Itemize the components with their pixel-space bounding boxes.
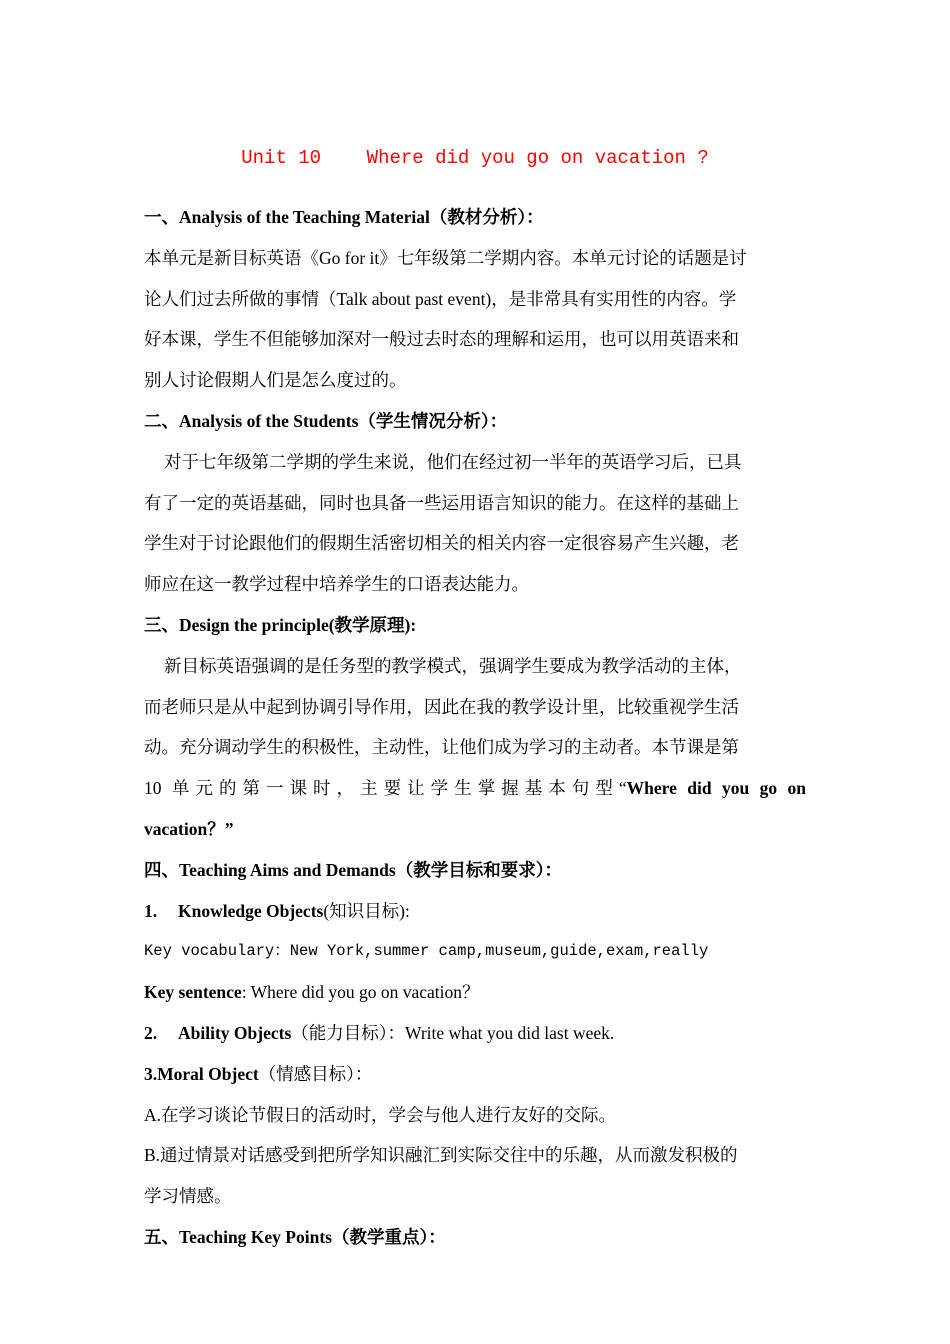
sentence-text: : Where did you go on vacation？ bbox=[241, 982, 480, 1003]
paragraph-line: 论人们过去所做的事情（Talk about past event)，是非常具有实用性的内容。学 bbox=[144, 288, 737, 309]
list-number: 2. bbox=[144, 1022, 158, 1043]
aim-rest: （能力目标）：Write what you did last week. bbox=[291, 1022, 615, 1043]
key-sentence-line bbox=[144, 972, 806, 1013]
key-sentence-bold-continued: vacation？” bbox=[144, 818, 234, 839]
paragraph-line: A.在学习谈论节假日的活动时，学会与他人进行友好的交际。 bbox=[144, 1104, 617, 1125]
section-heading-design-principle: 三、Design the principle(教学原理): bbox=[144, 614, 417, 635]
aim-moral-object bbox=[144, 1054, 806, 1095]
paragraph-line: 别人讨论假期人们是怎么度过的。 bbox=[144, 370, 407, 391]
section-heading-key-points: 五、Teaching Key Points（教学重点）： bbox=[144, 1226, 446, 1247]
paragraph-line: 对于七年级第二学期的学生来说，他们在经过初一半年的英语学习后，已具 bbox=[164, 451, 742, 472]
aim-knowledge-objects bbox=[144, 891, 806, 932]
document-title: Unit 10 Where did you go on vacation ? bbox=[241, 147, 709, 169]
paragraph-line: 好本课，学生不但能够加深对一般过去时态的理解和运用，也可以用英语来和 bbox=[144, 329, 739, 350]
key-vocabulary-line bbox=[144, 931, 806, 972]
aim-label: Knowledge Objects bbox=[178, 900, 324, 921]
aim-rest: (知识目标): bbox=[323, 900, 410, 921]
list-number: 1. bbox=[144, 900, 158, 921]
paragraph-line: 而老师只是从中起到协调引导作用，因此在我的教学设计里，比较重视学生活 bbox=[144, 696, 739, 717]
vocab-label: Key vocabulary： bbox=[144, 942, 290, 961]
key-sentence-bold: Where did you go on bbox=[626, 778, 806, 799]
aim-label: Ability Objects bbox=[178, 1022, 292, 1043]
paragraph-line: 有了一定的英语基础，同时也具备一些运用语言知识的能力。在这样的基础上 bbox=[144, 492, 739, 513]
paragraph-line: 学生对于讨论跟他们的假期生活密切相关的相关内容一定很容易产生兴趣，老 bbox=[144, 533, 739, 554]
section-heading-aims: 四、Teaching Aims and Demands（教学目标和要求）： bbox=[144, 859, 562, 880]
paragraph-line: 动。充分调动学生的积极性，主动性，让他们成为学习的主动者。本节课是第 bbox=[144, 737, 739, 758]
paragraph-line: B.通过情景对话感受到把所学知识融汇到实际交往中的乐趣，从而激发积极的 bbox=[144, 1145, 738, 1166]
sentence-label: Key sentence bbox=[144, 982, 242, 1003]
section-heading-teaching-material: 一、Analysis of the Teaching Material（教材分析）： bbox=[144, 207, 544, 227]
aim-rest: （情感目标）： bbox=[258, 1063, 373, 1084]
plain-text: 10 单元的第一课时，主要让学生掌握基本句型“ bbox=[144, 778, 627, 799]
aim-ability-objects bbox=[144, 1013, 806, 1054]
aim-label: 3.Moral Object bbox=[144, 1063, 259, 1084]
section-heading-students: 二、Analysis of the Students（学生情况分析）： bbox=[144, 410, 508, 431]
vocab-list: New York,summer camp,museum,guide,exam,really bbox=[289, 942, 709, 961]
paragraph-line: 本单元是新目标英语《Go for it》七年级第二学期内容。本单元讨论的话题是讨 bbox=[144, 247, 747, 268]
paragraph-line: 师应在这一教学过程中培养学生的口语表达能力。 bbox=[144, 574, 529, 595]
paragraph-line: 学习情感。 bbox=[144, 1186, 232, 1207]
paragraph-line-key-sentence-intro bbox=[144, 768, 806, 809]
paragraph-line: 新目标英语强调的是任务型的教学模式，强调学生要成为教学活动的主体， bbox=[164, 655, 742, 676]
document-body bbox=[144, 197, 806, 1258]
